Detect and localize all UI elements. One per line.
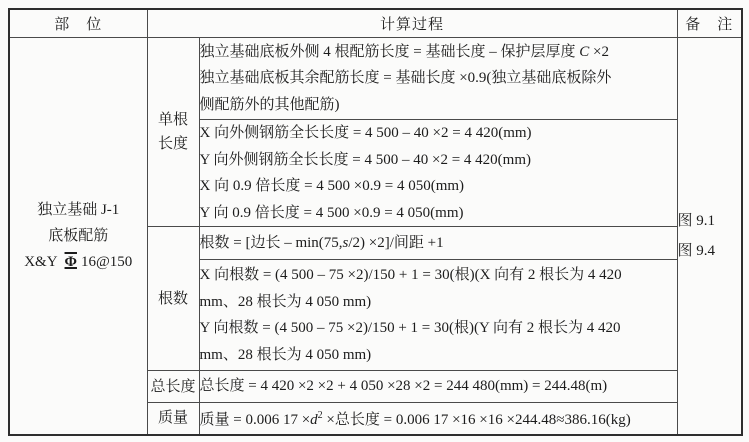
part-cell: [9, 38, 147, 435]
calc-rule-cell: [199, 38, 677, 120]
rebar-calculation-table: [8, 8, 743, 436]
count-rule-cell: [199, 227, 677, 260]
total-length-line: 总长度 = 4 420 ×2 ×2 + 4 050 ×28 ×2 = 244 480(mm) = 244.48(m): [199, 378, 608, 395]
part-line-1: 独立基础 J-1: [37, 201, 120, 218]
mass-line: 质量 = 0.006 $17 \times d^2$ ×总长度 = 0.006 17 ×16 ×16 ×244.48≈386.16(kg): [199, 410, 631, 428]
header-note: 备 注: [677, 9, 742, 38]
part-line-2: 底板配筋: [48, 227, 109, 244]
label-count: 根数: [147, 227, 199, 371]
rule-line-1: 独立基础底板外侧 4 根配筋长度 = 基础长度 – 保护层厚度 C ×2: [199, 43, 609, 60]
label-mass: 质量: [147, 403, 199, 435]
header-calc-process: 计算过程: [147, 9, 677, 38]
label-total-length: 总长度: [147, 371, 199, 403]
rebar-grade-symbol: Φ: [64, 253, 77, 270]
part-line-3: X&Y Φ 16@150: [10, 249, 147, 275]
header-row: [9, 9, 742, 38]
single-length-cell: [199, 120, 677, 227]
count-rule-line: 根数 = [边长 – min(75,s/2) ×2]/间距 +1: [199, 234, 444, 251]
rule-line-3: 侧配筋外的其他配筋): [199, 96, 340, 113]
single-line-3: X 向 0.9 倍长度 = 4 500 ×0.9 = 4 050(mm): [199, 178, 465, 194]
count-line-1: X 向根数 = (4 500 – 75 ×2)/150 + 1 = 30(根)(X 向有 2 根长为 4 420: [199, 267, 622, 283]
total-length-cell: [199, 371, 677, 403]
count-line-4: mm、28 根长为 4 050 mm): [199, 346, 372, 363]
note-line-1: 图 9.1: [677, 212, 716, 229]
note-cell: [677, 38, 742, 435]
count-detail-cell: [199, 260, 677, 371]
header-part: 部 位: [9, 9, 147, 38]
single-line-2: Y 向外侧钢筋全长长度 = 4 500 – 40 ×2 = 4 420(mm): [199, 151, 531, 168]
rule-line-2: 独立基础底板其余配筋长度 = 基础长度 ×0.9(独立基础底板除外: [199, 70, 612, 87]
mass-cell: [199, 403, 677, 435]
count-line-3: Y 向根数 = (4 500 – 75 ×2)/150 + 1 = 30(根)(Y 向有 2 根长为 4 420: [199, 320, 621, 336]
row-rule: [9, 38, 742, 120]
single-line-4: Y 向 0.9 倍长度 = 4 500 ×0.9 = 4 050(mm): [199, 204, 464, 221]
label-single-length: 单根 长度: [147, 38, 199, 227]
single-line-1: X 向外侧钢筋全长长度 = 4 500 – 40 ×2 = 4 420(mm): [199, 125, 532, 141]
count-line-2: mm、28 根长为 4 050 mm): [199, 293, 372, 310]
note-line-2: 图 9.4: [677, 242, 716, 259]
